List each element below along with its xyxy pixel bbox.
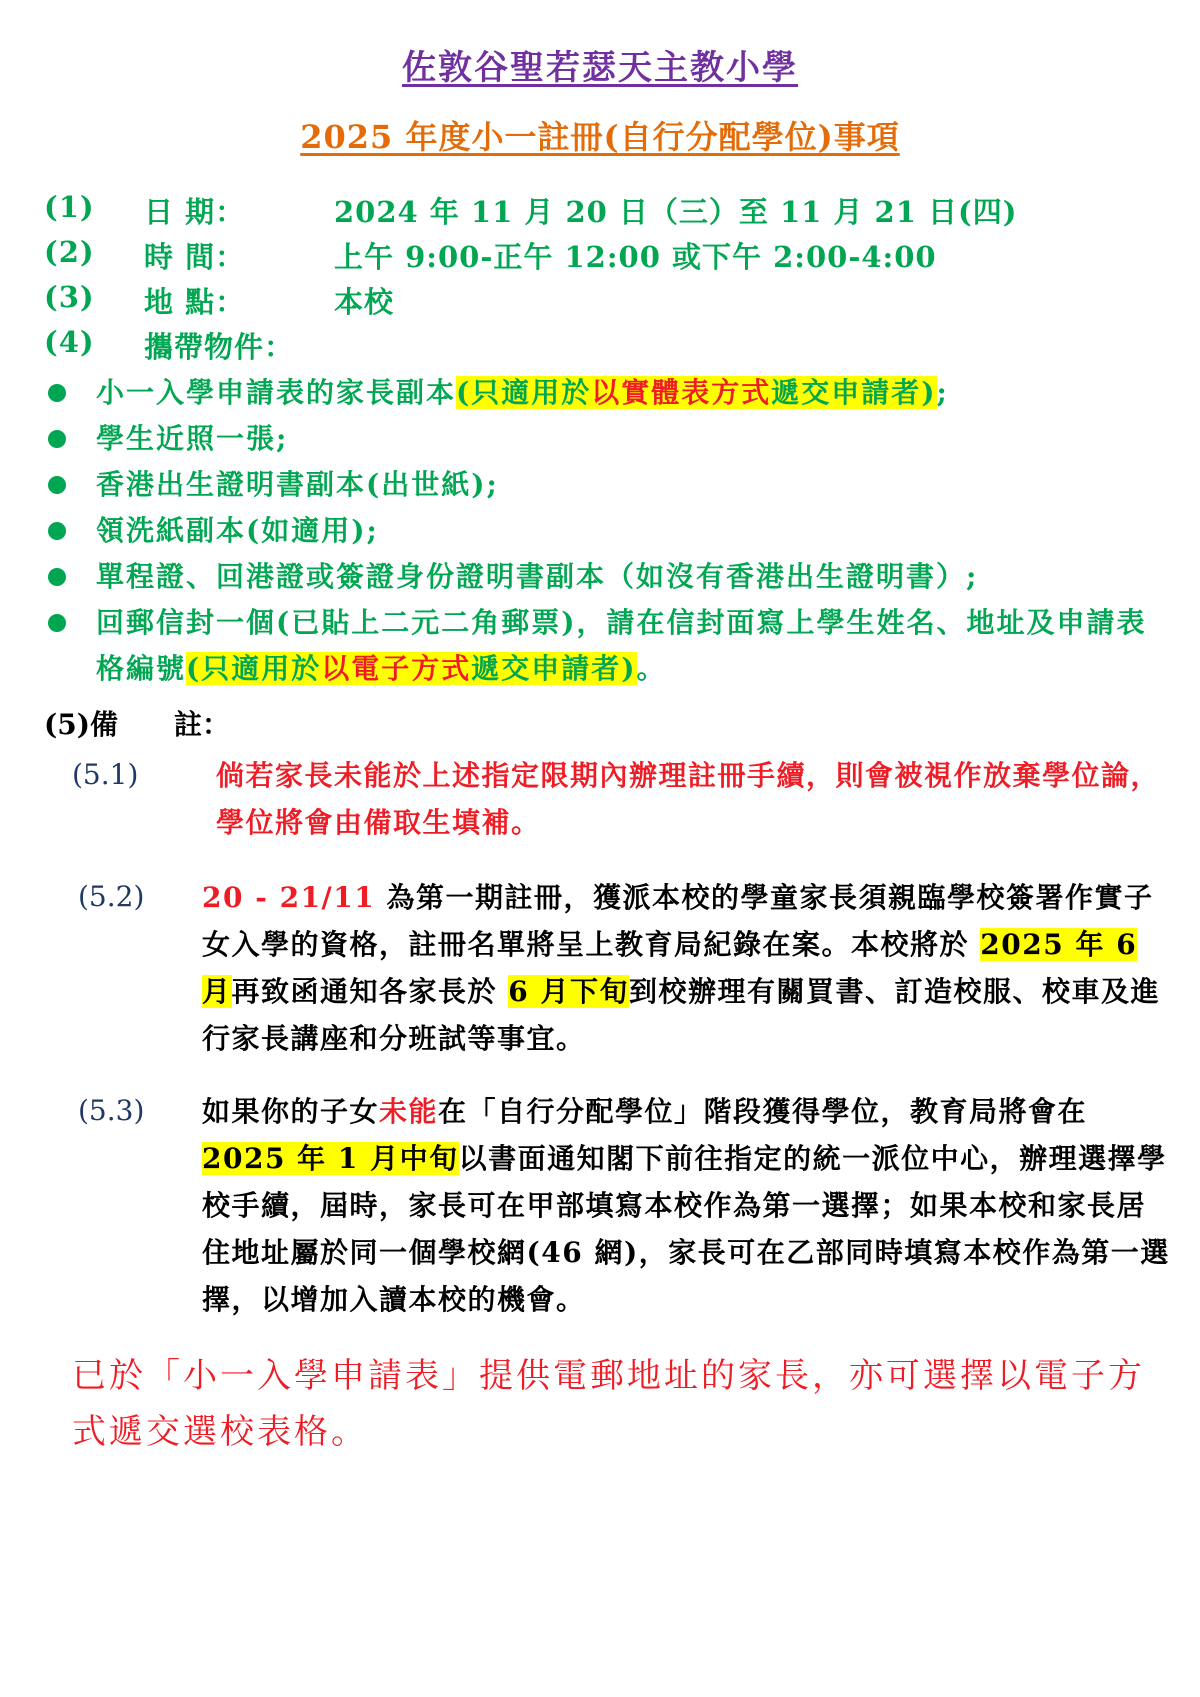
note-number: (5.3) [78,1094,145,1127]
email-submission-note: 已於「小一入學申請表」提供電郵地址的家長，亦可選擇以電子方式遞交選校表格。 [72,1356,1145,1452]
bullet-icon [48,476,66,494]
info-value-time: 上午 9:00-正午 12:00 或下午 2:00-4:00 [334,240,937,274]
bullet-icon [48,614,66,632]
bullet-icon [48,384,66,402]
bullet-icon [48,430,66,448]
school-name-heading: 佐敦谷聖若瑟天主教小學 [402,48,798,88]
list-item: 領洗紙副本(如適用); [44,508,1164,554]
info-label-items: 攜帶物件： [144,330,295,364]
list-item: 回郵信封一個(已貼上二元二角郵票)，請在信封面寫上學生姓名、地址及申請表格編號(只適用於以電子方式遞交申請者)。 [44,600,1164,692]
note-number: (5.1) [72,758,139,791]
note-5-2: 20 - 21/11 為第一期註冊，獲派本校的學童家長須親臨學校簽署作實子女入學的資格，註冊名單將呈上教育局紀錄在案。本校將於 2025 年 6 月再致函通知各家長於 6 月下旬到校辦理有關買書、訂造校服、校車及進行家長講座和分班試等事宜。 [202,881,1161,1055]
document-page: 佐敦谷聖若瑟天主教小學 2025 年度小一註冊(自行分配學位)事項 (1) 日 期： 2024 年 11 月 20 日（三）至 11 月 21 日(四) (2) 時 間： 上午 9:00-正午 12:00 或下午 2:00-4:00 (3) 地 點： 本校 (4) 攜帶物件： 小一入學申請表的家長副本(只適用於以實體表方式遞交申請者); 學生近照一張; 香港出生證明書副本(出世紙); 領洗紙副本(如適用); 單程證、回港證或簽證身份證明書副本（如沒有香港出生證明書）; 回郵信封一個(已貼上二元二角郵票)，請在信封面寫上學生姓名、地址及申請表格編號(只適用於以電子方式遞交申請者)。 (5)備 註： (5.1) 倘若家長未能於上述指定限期內辦理註冊手續，則會被視作放棄學位論，學位將會由備取生填補。 (5.2) 20 - 21/11 為第一期註冊，獲派本校的學童家長須親臨學校簽署作實子女入學的資格，註冊名單將呈上教育局紀錄在案。本校將於 2025 年 6 月再致函通知各家長於 6 月下旬到校辦理有關買書、訂造校服、校車及進行家長講座和分班試等事宜。 (5.3) 如果你的子女未能在「自行分配學位」階段獲得學位，教育局將會在 2025 年 1 月中旬以書面通知閣下前往指定的統一派位中心，辦理選擇學校手續，屆時，家長可在甲部填寫本校作為第一選擇；如果本校和家長居住地址屬於同一個學校網(46 網)，家長可在乙部同時填寫本校作為第一選擇，以增加入讀本校的機會。 已於「小一入學申請表」提供電郵地址的家長，亦可選擇以電子方式遞交選校表格。 [0,0,1200,1697]
note-5-3: 如果你的子女未能在「自行分配學位」階段獲得學位，教育局將會在 2025 年 1 月中旬以書面通知閣下前往指定的統一派位中心，辦理選擇學校手續，屆時，家長可在甲部填寫本校作為第一選擇；如果本校和家長居住地址屬於同一個學校網(46 網)，家長可在乙部同時填寫本校作為第一選擇，以增加入讀本校的機會。 [202,1095,1170,1316]
info-label-date: 日 期： [144,195,246,229]
info-value-venue: 本校 [334,285,395,319]
info-label-time: 時 間： [144,240,246,274]
list-item: 香港出生證明書副本(出世紙); [44,462,1164,508]
note-5-1: 倘若家長未能於上述指定限期內辦理註冊手續，則會被視作放棄學位論，學位將會由備取生填補。 [216,759,1161,839]
info-label-venue: 地 點： [144,285,246,319]
registration-title: 2025 年度小一註冊(自行分配學位)事項 [300,118,900,156]
info-value-date: 2024 年 11 月 20 日（三）至 11 月 21 日(四) [334,195,1018,229]
list-item: 單程證、回港證或簽證身份證明書副本（如沒有香港出生證明書）; [44,554,1164,600]
list-item: 小一入學申請表的家長副本(只適用於以實體表方式遞交申請者); [44,370,1164,416]
bullet-icon [48,522,66,540]
bullet-icon [48,568,66,586]
list-item: 學生近照一張; [44,416,1164,462]
note-number: (5.2) [78,880,145,913]
remarks-title: (5)備 註： [44,708,230,741]
